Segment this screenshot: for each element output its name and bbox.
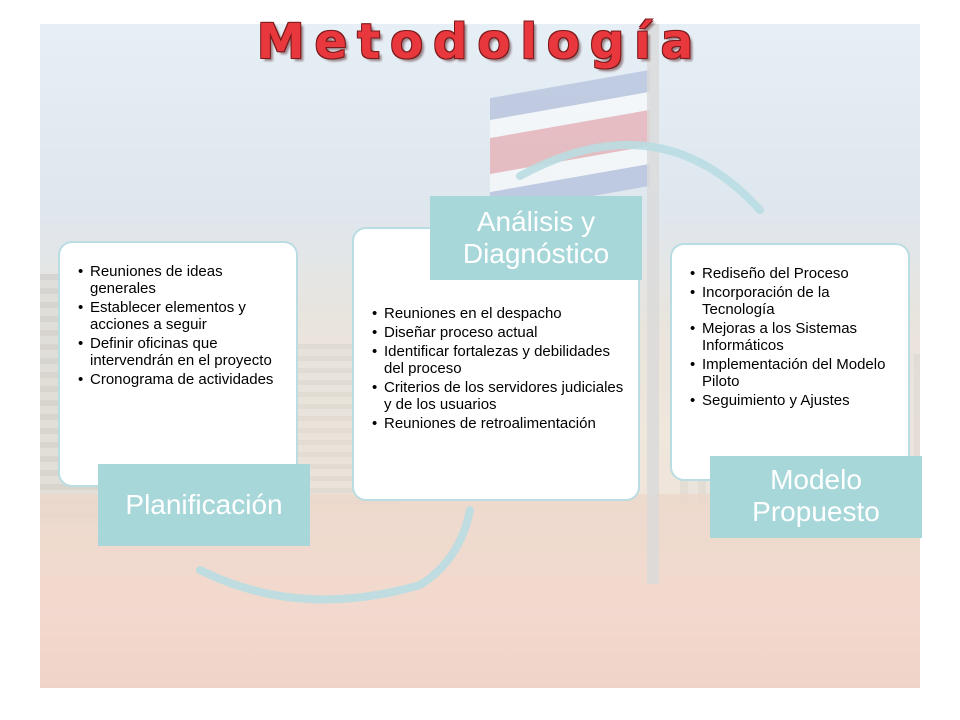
list-item: • Establecer elementos y acciones a seguir (90, 299, 290, 333)
list-item: • Cronograma de actividades (90, 371, 290, 388)
phase-label-modelo: Modelo Propuesto (710, 456, 922, 538)
list-item: • Identificar fortalezas y debilidades del proceso (384, 343, 634, 377)
phase-label-analisis: Análisis y Diagnóstico (430, 196, 642, 280)
phase-label-planificacion: Planificación (98, 464, 310, 546)
phase-list-analisis (354, 305, 634, 432)
list-item: • Diseñar proceso actual (384, 324, 634, 341)
list-item: • Reuniones de retroalimentación (384, 415, 634, 432)
list-item: • Definir oficinas que intervendrán en el proyecto (90, 335, 290, 369)
phase-box-modelo (670, 243, 910, 481)
list-item: • Reuniones en el despacho (384, 305, 634, 322)
list-item: • Rediseño del Proceso (702, 265, 904, 282)
phase-list-modelo (672, 265, 904, 409)
list-item: • Criterios de los servidores judiciales y de los usuarios (384, 379, 634, 413)
list-item: • Implementación del Modelo Piloto (702, 356, 904, 390)
list-item: • Reuniones de ideas generales (90, 263, 290, 297)
list-item: • Mejoras a los Sistemas Informáticos (702, 320, 904, 354)
phase-list-planificacion (60, 263, 290, 388)
list-item: • Incorporación de la Tecnología (702, 284, 904, 318)
phase-box-planificacion (58, 241, 298, 487)
list-item: • Seguimiento y Ajustes (702, 392, 904, 409)
slide-title: Metodología (256, 14, 704, 70)
